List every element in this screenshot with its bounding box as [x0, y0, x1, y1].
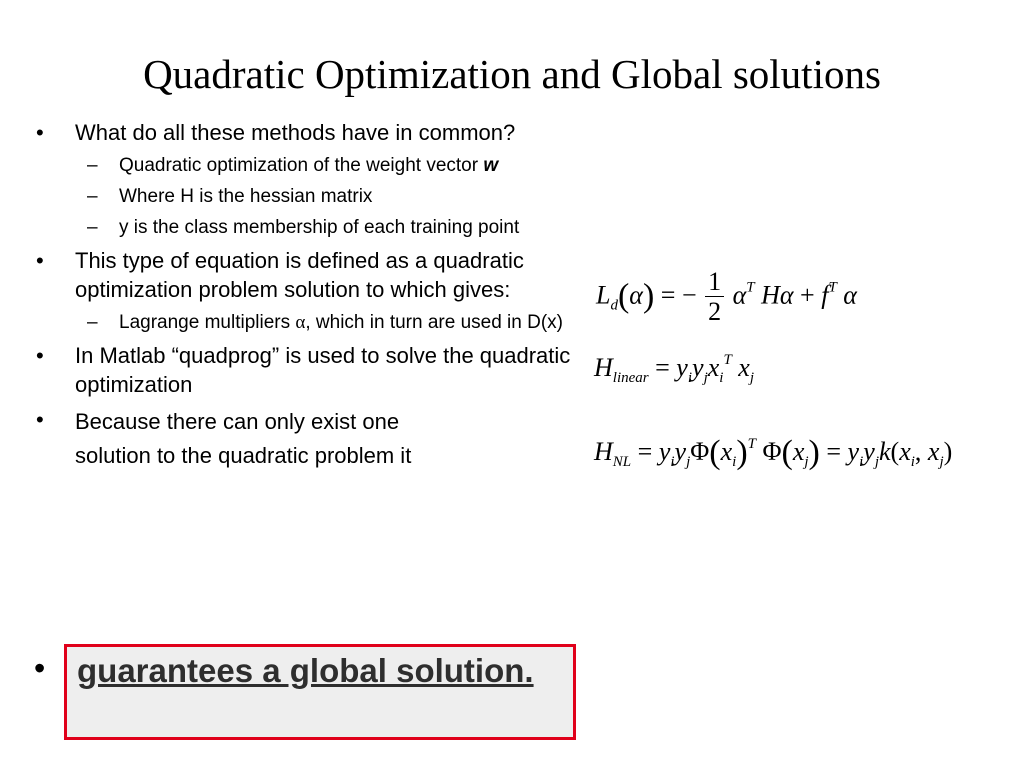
- eq-subscript: i: [910, 454, 915, 470]
- eq-symbol: L: [596, 280, 611, 310]
- eq-symbol: α: [629, 280, 643, 310]
- eq-symbol: x: [738, 353, 750, 382]
- eq-paren: ): [808, 434, 820, 471]
- eq-symbol: x: [720, 437, 733, 466]
- eq-paren: (: [617, 277, 630, 315]
- bullet-line: solution to the quadratic problem it: [75, 443, 412, 468]
- eq-subscript: i: [670, 454, 675, 470]
- eq-subscript: j: [703, 370, 708, 386]
- eq-operator: = −: [660, 280, 697, 310]
- eq-subscript: i: [687, 370, 693, 386]
- dash-marker: –: [87, 155, 98, 176]
- equation-linear-hessian: [594, 352, 754, 387]
- sub-bullet-item: [32, 215, 580, 241]
- eq-symbol: x: [792, 437, 805, 466]
- eq-symbol: α: [843, 280, 857, 310]
- sub-bullet-text: Where H is the hessian matrix: [119, 186, 373, 207]
- highlight-text: guarantees a global solution.: [77, 652, 534, 689]
- eq-subscript: i: [732, 454, 737, 470]
- eq-operator: =: [826, 437, 842, 466]
- sub-bullet-text: Quadratic optimization of the weight vector: [119, 155, 479, 176]
- eq-symbol: k: [878, 437, 891, 466]
- sub-bullet-item: [32, 310, 580, 336]
- dash-marker: –: [87, 312, 98, 333]
- eq-symbol: y: [863, 437, 875, 466]
- eq-subscript: NL: [612, 454, 632, 470]
- eq-paren: ): [642, 277, 655, 315]
- eq-superscript: T: [828, 279, 837, 296]
- eq-subscript: d: [610, 297, 618, 314]
- bullet-item: • This type of equation is defined as a quadratic optimization problem solution to which gives:: [32, 246, 580, 304]
- eq-denominator: 2: [708, 297, 722, 326]
- bullet-line: • Because there can only exist one: [75, 409, 400, 434]
- eq-superscript: T: [723, 352, 732, 368]
- eq-subscript: j: [939, 454, 944, 470]
- eq-symbol: y: [847, 437, 860, 466]
- eq-operator: +: [800, 280, 815, 310]
- eq-paren: ): [736, 434, 748, 471]
- eq-subscript: i: [859, 454, 864, 470]
- eq-symbol: Φ: [690, 437, 710, 466]
- eq-operator: ,: [914, 437, 922, 466]
- eq-symbol: x: [707, 353, 720, 382]
- bullet-list: [32, 118, 580, 479]
- eq-symbol: y: [658, 437, 671, 466]
- eq-paren: (: [709, 434, 721, 471]
- eq-symbol: H: [761, 280, 780, 310]
- eq-subscript: j: [749, 370, 755, 386]
- dash-marker: –: [87, 217, 98, 238]
- sub-bullet-item: [32, 184, 580, 210]
- bullet-marker: •: [34, 650, 46, 686]
- eq-symbol: α: [779, 280, 794, 310]
- eq-fraction: [705, 268, 724, 327]
- eq-paren: ): [943, 437, 953, 466]
- bullet-item: [32, 405, 580, 473]
- alpha-symbol: α: [295, 312, 306, 333]
- dash-marker: –: [87, 186, 98, 207]
- weight-vector-symbol: w: [483, 155, 499, 176]
- eq-symbol: H: [594, 437, 613, 466]
- eq-symbol: y: [692, 353, 704, 382]
- eq-operator: =: [637, 437, 653, 466]
- eq-symbol: x: [899, 437, 911, 466]
- eq-paren: (: [781, 434, 793, 471]
- eq-symbol: y: [676, 353, 688, 382]
- eq-subscript: i: [719, 370, 724, 386]
- eq-subscript: j: [804, 454, 809, 470]
- eq-symbol: Φ: [762, 437, 782, 466]
- eq-superscript: T: [747, 436, 756, 452]
- eq-subscript: linear: [612, 370, 649, 386]
- eq-symbol: H: [594, 353, 613, 382]
- sub-bullet-text: y is the class membership of each training point: [119, 217, 520, 238]
- bullet-item: • What do all these methods have in common?: [32, 118, 580, 147]
- eq-symbol: α: [732, 280, 747, 310]
- eq-symbol: x: [927, 437, 940, 466]
- sub-bullet-text: , which in turn are used in D(x): [305, 312, 564, 333]
- slide-title: Quadratic Optimization and Global solutions: [143, 51, 881, 97]
- equation-dual-lagrangian: [596, 268, 857, 327]
- eq-operator: =: [655, 353, 670, 382]
- eq-symbol: y: [674, 437, 687, 466]
- eq-symbol: f: [821, 280, 829, 310]
- eq-subscript: j: [874, 454, 879, 470]
- sub-bullet-item: [32, 153, 580, 179]
- sub-bullet-text: Lagrange multipliers: [119, 312, 291, 333]
- eq-numerator: 1: [705, 268, 724, 297]
- bullet-item: • In Matlab “quadprog” is used to solve the quadratic optimization: [32, 341, 580, 399]
- equation-nonlinear-hessian: [594, 434, 952, 472]
- eq-subscript: j: [686, 454, 691, 470]
- eq-superscript: T: [746, 279, 755, 296]
- eq-paren: (: [890, 437, 900, 466]
